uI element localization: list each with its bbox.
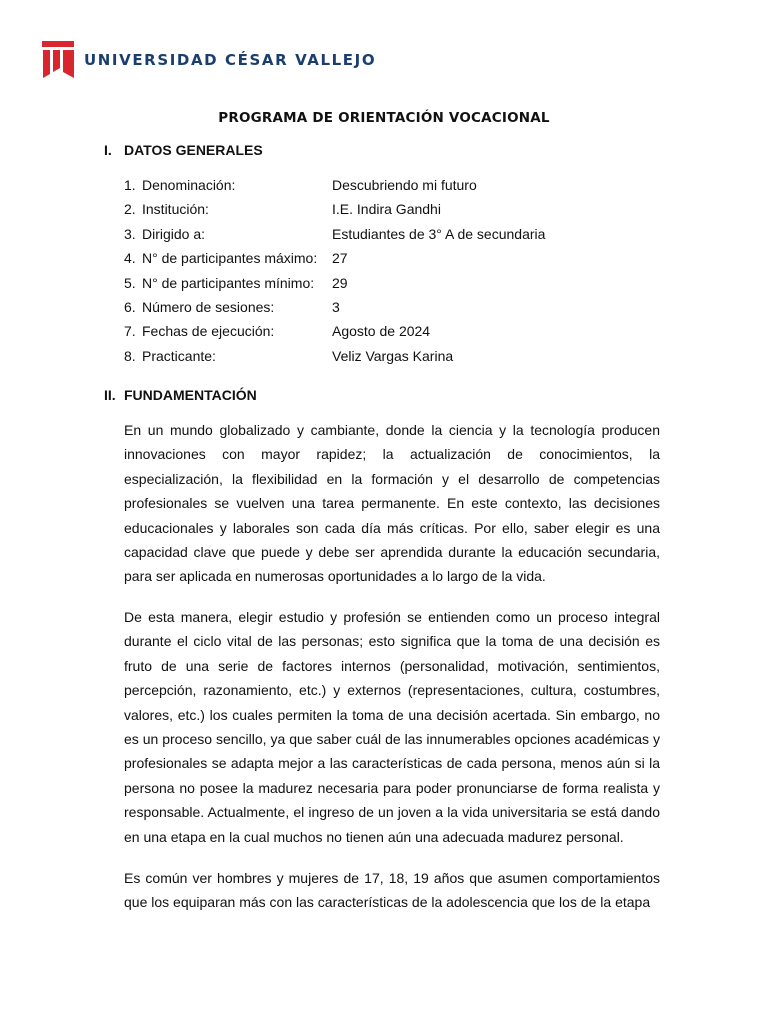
section-number: I. — [104, 142, 112, 158]
item-value: 29 — [332, 274, 348, 291]
item-value: I.E. Indira Gandhi — [332, 201, 441, 218]
university-name: UNIVERSIDAD CÉSAR VALLEJO — [84, 51, 377, 69]
item-number: 3. — [124, 225, 136, 242]
item-number: 6. — [124, 298, 136, 315]
item-value: Descubriendo mi futuro — [332, 177, 477, 193]
item-value: 27 — [332, 250, 348, 267]
section-title: FUNDAMENTACIÓN — [124, 387, 257, 403]
item-label: Practicante: — [142, 347, 216, 364]
item-label: N° de participantes mínimo: — [142, 274, 315, 291]
item-number: 7. — [124, 323, 136, 340]
item-value: Agosto de 2024 — [332, 323, 431, 340]
item-label: Institución: — [142, 201, 209, 218]
item-label: N° de participantes máximo: — [142, 250, 318, 267]
item-number: 2. — [124, 201, 136, 218]
section-title: DATOS GENERALES — [124, 142, 263, 158]
item-label: Fechas de ejecución: — [142, 323, 275, 340]
section-heading-fundamentacion — [104, 387, 257, 403]
university-logo — [40, 36, 376, 84]
section-number: II. — [104, 387, 116, 403]
item-number: 1. — [124, 177, 136, 193]
paragraph: En un mundo globalizado y cambiante, donde la ciencia y la tecnología producen innovaciones con mayor rapidez; la actualización de conocimientos, la especialización, la flexibilidad en la formación y el desarrollo de competencias profesionales se vuelven una tarea permanente. En este contexto, las decisiones educacionales y laborales son cada día más críticas. Por ello, saber elegir es una capacidad clave que puede y debe ser aprendida durante la educación secundaria, para ser aplicada en numerosas oportunidades a lo largo de la vida. — [124, 422, 660, 585]
document-title: PROGRAMA DE ORIENTACIÓN VOCACIONAL — [218, 110, 550, 126]
item-label: Número de sesiones: — [142, 298, 275, 315]
item-value: Veliz Vargas Karina — [332, 347, 454, 364]
item-value: 3 — [332, 298, 340, 315]
item-number: 4. — [124, 250, 136, 267]
item-label: Dirigido a: — [142, 225, 206, 242]
item-number: 5. — [124, 274, 136, 291]
university-shield-icon — [40, 38, 76, 82]
paragraph: De esta manera, elegir estudio y profesión se entienden como un proceso integral durante el ciclo vital de las personas; esto significa que la toma de una decisión es fruto de una serie de factores internos (personalidad, motivación, sentimientos, percepción, razonamiento, etc.) y externos (representaciones, cultura, costumbres, valores, etc.) los cuales permiten la toma de una decisión acertada. Sin embargo, no es un proceso sencillo, ya que saber cuál de las innumerables opciones académicas y profesionales se adapta mejor a las características de cada persona, menos aún si la persona no posee la madurez necesaria para poder pronunciarse de forma realista y responsable. Actualmente, el ingreso de un joven a la vida universitaria se está dando en una etapa en la cual muchos no tienen aún una adecuada madurez personal. — [124, 609, 660, 845]
item-value: Estudiantes de 3° A de secundaria — [332, 225, 546, 242]
section-heading-datos-generales — [104, 142, 263, 158]
item-number: 8. — [124, 347, 136, 364]
paragraph: Es común ver hombres y mujeres de 17, 18, 19 años que asumen comportamientos que los equiparan más con las características de la adolescencia que los de la etapa — [124, 870, 660, 911]
item-label: Denominación: — [142, 177, 236, 193]
